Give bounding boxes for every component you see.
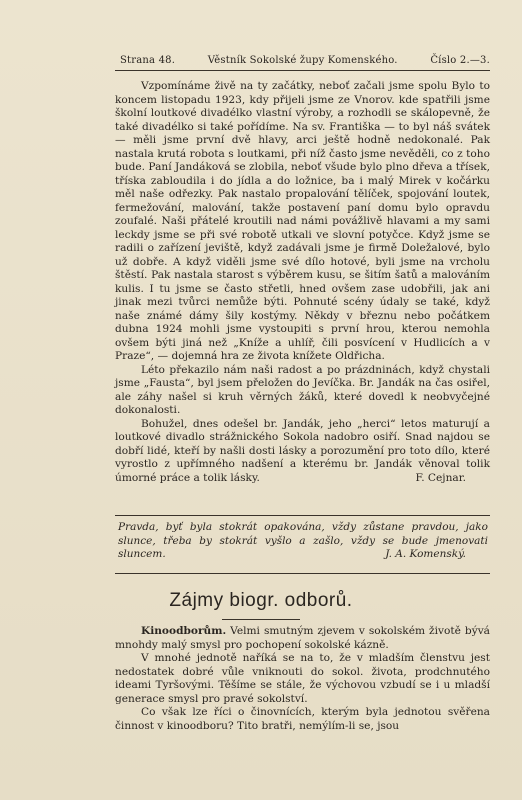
- section-lead: Kinoodborům.: [141, 625, 227, 637]
- issue-number: Číslo 2.—3.: [430, 55, 490, 66]
- section-body: [115, 625, 490, 733]
- section-paragraph-1: [115, 625, 490, 652]
- quote-top-rule: [115, 515, 490, 516]
- quote-bottom-rule: [115, 573, 490, 574]
- section-paragraph-2: V mnohé jednotě naříká se na to, že v mladším členstvu jest nedostatek dobré vůle vniknouti do sokol. života, prodchnutého ideami Tyršovými. Těšíme se stále, že výchovou vzbudí se i u mladší generace smysl pro pravé sokolství.: [115, 652, 490, 705]
- page-number: Strana 48.: [120, 55, 176, 66]
- journal-title: Věstník Sokolské župy Komenského.: [207, 55, 398, 66]
- section-paragraph-1-text: Velmi smutným zjevem v sokolském životě bývá mnohdy malý smysl pro pochopení sokolské kázně.: [115, 625, 490, 651]
- section-paragraph-3: Co však lze říci o činovnících, kterým byla jednotou svěřena činnost v kinoodboru? Tito bratři, nemýlím-li se, jsou: [115, 706, 490, 732]
- quote-text: Pravda, byť byla stokrát opakována, vždy zůstane pravdou, jako slunce, třeba by stokrát vyšlo a zašlo, vždy se bude jmenovati sluncem.: [118, 521, 488, 560]
- section-title: Zájmy biogr. odborů.: [169, 590, 353, 611]
- article-paragraph-1: Vzpomínáme živě na ty začátky, neboť začali jsme spolu Bylo to koncem listopadu 1923, kdy přijeli jsme ze Vnorov. kde spatřili jsme školní loutkové divadélko vlastní výroby, a rozhodli se skálopevně, že také divadélko si také pořídíme. Na sv. Františka — to byl náš svátek — měli jsme první dvě hlavy, arci ještě hodně nedokonalé. Pak nastala krutá robota s loutkami, při níž často jsme nevěděli, co z toho bude. Paní Jandáková se zlobila, neboť všude bylo plno dřeva a třísek, tříska zabloudila i do jídla a do ložnice, ba i malý Mirek v kočárku měl naše odřezky. Pak nastalo propalování tělíček, spojování loutek, fermežování, malování, takže postavení paní domu bylo opravdu zoufalé. Naši přátelé kroutili nad námi povážlivě hlavami a my sami leckdy jsme se při své robotě utkali ve slovní potyčce. Když jsme se radili o zařízení jeviště, když zadávali jsme je firmě Doležalové, bylo už dobře. A když viděli jsme své dílo hotové, byli jsme na vrcholu štěstí. Pak nastala starost s výběrem kusu, se šitím šatů a malováním kulis. I tu jsme se často střetli, hned ovšem zase udobřili, jak ani jinak mezi tvůrci nemůže býti. Pohnuté scény údaly se také, když naše známé dámy šily kostýmy. Někdy v březnu nebo počátkem dubna 1924 mohli jsme vystoupiti s první hrou, kterou nemohla ovšem býti jiná než „Kníže a uhlíř, čili posvícení v Hudlicích a v Praze“, — dojemná hra ze života knížete Oldřicha.: [115, 80, 490, 362]
- article-paragraph-3-text: Bohužel, dnes odešel br. Jandák, jeho „herci“ letos maturují a loutkové divadlo strážnického Sokola nadobro osiří. Snad najdou se dobří lidé, kteří by našli dosti lásky a porozumění pro toto dílo, které vyrostlo z upřímného nadšení a kterému br. Jandák věnoval tolik úmorné práce a tolik lásky.: [115, 417, 490, 484]
- running-header: [120, 55, 490, 66]
- article: [115, 80, 490, 485]
- author-signature: F. Cejnar.: [415, 471, 466, 484]
- quote-author: J. A. Komenský.: [385, 548, 466, 560]
- quote-block: [118, 521, 488, 562]
- article-paragraph-3: [115, 418, 490, 486]
- article-paragraph-2: Léto překazilo nám naši radost a po prázdninách, když chystali jsme „Fausta“, byl jsem přeložen do Jevíčka. Br. Jandák na čas osiřel, ale záhy našel si kruh věrných žáků, které dovedl k neobvyčejné dokonalosti.: [115, 363, 490, 416]
- header-rule: [115, 70, 490, 71]
- section-title-rule: [222, 619, 300, 620]
